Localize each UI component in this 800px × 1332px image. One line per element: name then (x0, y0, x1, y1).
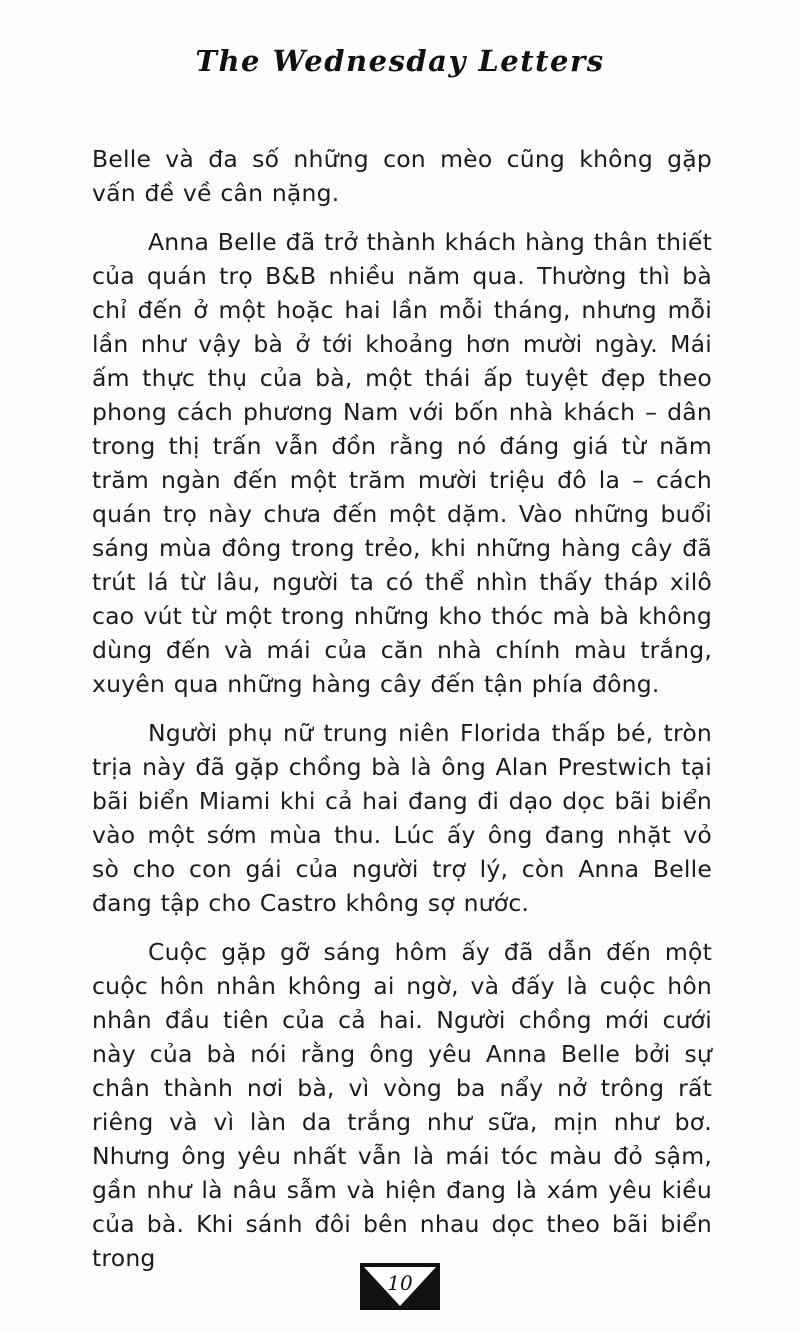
page-footer (0, 1263, 800, 1310)
page-number: 10 (387, 1271, 413, 1295)
running-header-title: The Wednesday Letters (195, 44, 605, 78)
paragraph: Cuộc gặp gỡ sáng hôm ấy đã dẫn đến một cuộc hôn nhân không ai ngờ, và đấy là cuộc hôn nhân đầu tiên của cả hai. Người chồng mới cưới này của bà nói rằng ông yêu Anna Belle bởi sự chân thành nơi bà, vì vòng ba nẩy nở trông rất riêng và vì làn da trắng như sữa, mịn như bơ. Nhưng ông yêu nhất vẫn là mái tóc màu đỏ sậm, gần như là nâu sẫm và hiện đang là xám yêu kiều của bà. Khi sánh đôi bên nhau dọc theo bãi biển trong (92, 938, 712, 1272)
envelope-icon (360, 1263, 440, 1310)
paragraph: Anna Belle đã trở thành khách hàng thân thiết của quán trọ B&B nhiều năm qua. Thường thì bà chỉ đến ở một hoặc hai lần mỗi tháng, nhưng mỗi lần như vậy bà ở tới khoảng hơn mười ngày. Mái ấm thực thụ của bà, một thái ấp tuyệt đẹp theo phong cách phương Nam với bốn nhà khách – dân trong thị trấn vẫn đồn rằng nó đáng giá từ năm trăm ngàn đến một trăm mười triệu đô la – cách quán trọ này chưa đến một dặm. Vào những buổi sáng mùa đông trong trẻo, khi những hàng cây đã trút lá từ lâu, người ta có thể nhìn thấy tháp xilô cao vút từ một trong những kho thóc mà bà không dùng đến và mái của căn nhà chính màu trắng, xuyên qua những hàng cây đến tận phía đông. (92, 228, 712, 698)
paragraph: Belle và đa số những con mèo cũng không gặp vấn đề về cân nặng. (92, 145, 712, 207)
paragraph: Người phụ nữ trung niên Florida thấp bé, tròn trịa này đã gặp chồng bà là ông Alan Prestwich tại bãi biển Miami khi cả hai đang đi dạo dọc bãi biển vào một sớm mùa thu. Lúc ấy ông đang nhặt vỏ sò cho con gái của người trợ lý, còn Anna Belle đang tập cho Castro không sợ nước. (92, 719, 712, 917)
text-block (92, 142, 712, 1290)
